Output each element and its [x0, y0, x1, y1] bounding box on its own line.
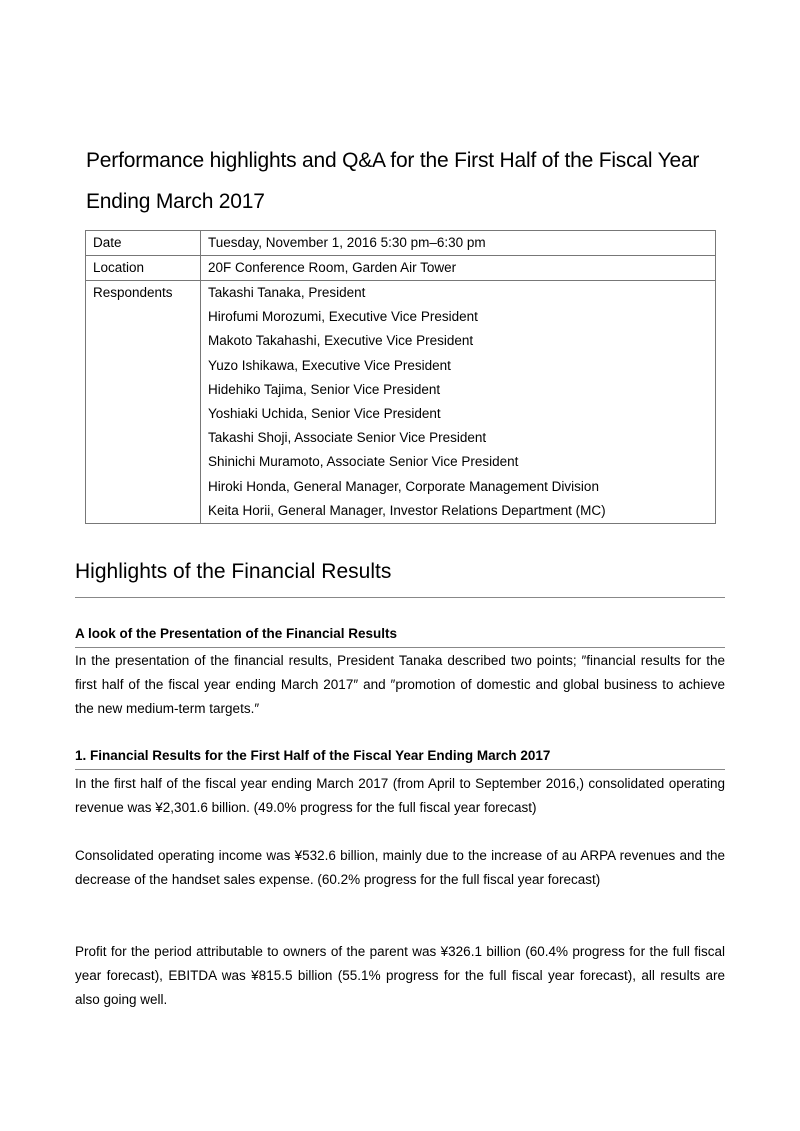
table-row — [86, 256, 716, 281]
respondent: Takashi Tanaka, President — [208, 285, 366, 300]
respondents-label: Respondents — [86, 281, 201, 524]
respondent: Yuzo Ishikawa, Executive Vice President — [208, 357, 451, 373]
respondent: Hidehiko Tajima, Senior Vice President — [208, 381, 441, 397]
date-label: Date — [86, 231, 201, 256]
paragraph: Profit for the period attributable to owners of the parent was ¥326.1 billion (60.4% progress for the full fiscal year forecast), EBITDA was ¥815.5 billion (55.1% progress for the full fiscal year forecast), all results are also going well. — [75, 944, 725, 1007]
respondent: Hiroki Honda, General Manager, Corporate Management Division — [208, 478, 599, 494]
divider — [75, 647, 725, 648]
subsection-heading: 1. Financial Results for the First Half of the Fiscal Year Ending March 2017 — [75, 748, 551, 763]
date-value: Tuesday, November 1, 2016 5:30 pm–6:30 pm — [201, 231, 716, 256]
respondent: Takashi Shoji, Associate Senior Vice President — [208, 430, 487, 446]
divider — [75, 597, 725, 598]
table-row — [86, 281, 716, 524]
respondent: Hirofumi Morozumi, Executive Vice President — [208, 309, 478, 325]
respondent: Makoto Takahashi, Executive Vice President — [208, 333, 474, 349]
paragraph: In the presentation of the financial results, President Tanaka described two points; ″financial results for the first half of the fiscal year ending March 2017″ and ″promotion of domestic and global business to achieve the new medium-term targets.″ — [75, 653, 725, 716]
respondents-list — [201, 281, 716, 524]
subsection-heading: A look of the Presentation of the Financial Results — [75, 626, 398, 641]
paragraph: Consolidated operating income was ¥532.6 billion, mainly due to the increase of au ARPA revenues and the decrease of the handset sales expense. (60.2% progress for the full fiscal year forecast) — [75, 848, 725, 887]
location-label: Location — [86, 256, 201, 281]
section-heading: Highlights of the Financial Results — [75, 560, 392, 583]
info-table — [85, 230, 716, 524]
respondent: Shinichi Muramoto, Associate Senior Vice President — [208, 454, 519, 470]
page-title: Performance highlights and Q&A for the First Half of the Fiscal Year Ending March 2017 — [86, 149, 700, 213]
paragraph: In the first half of the fiscal year ending March 2017 (from April to September 2016,) consolidated operating revenue was ¥2,301.6 billion. (49.0% progress for the full fiscal year forecast) — [75, 776, 725, 815]
divider — [75, 769, 725, 770]
table-row — [86, 231, 716, 256]
respondent: Keita Horii, General Manager, Investor Relations Department (MC) — [208, 502, 606, 518]
respondent: Yoshiaki Uchida, Senior Vice President — [208, 406, 441, 422]
location-value: 20F Conference Room, Garden Air Tower — [201, 256, 716, 281]
